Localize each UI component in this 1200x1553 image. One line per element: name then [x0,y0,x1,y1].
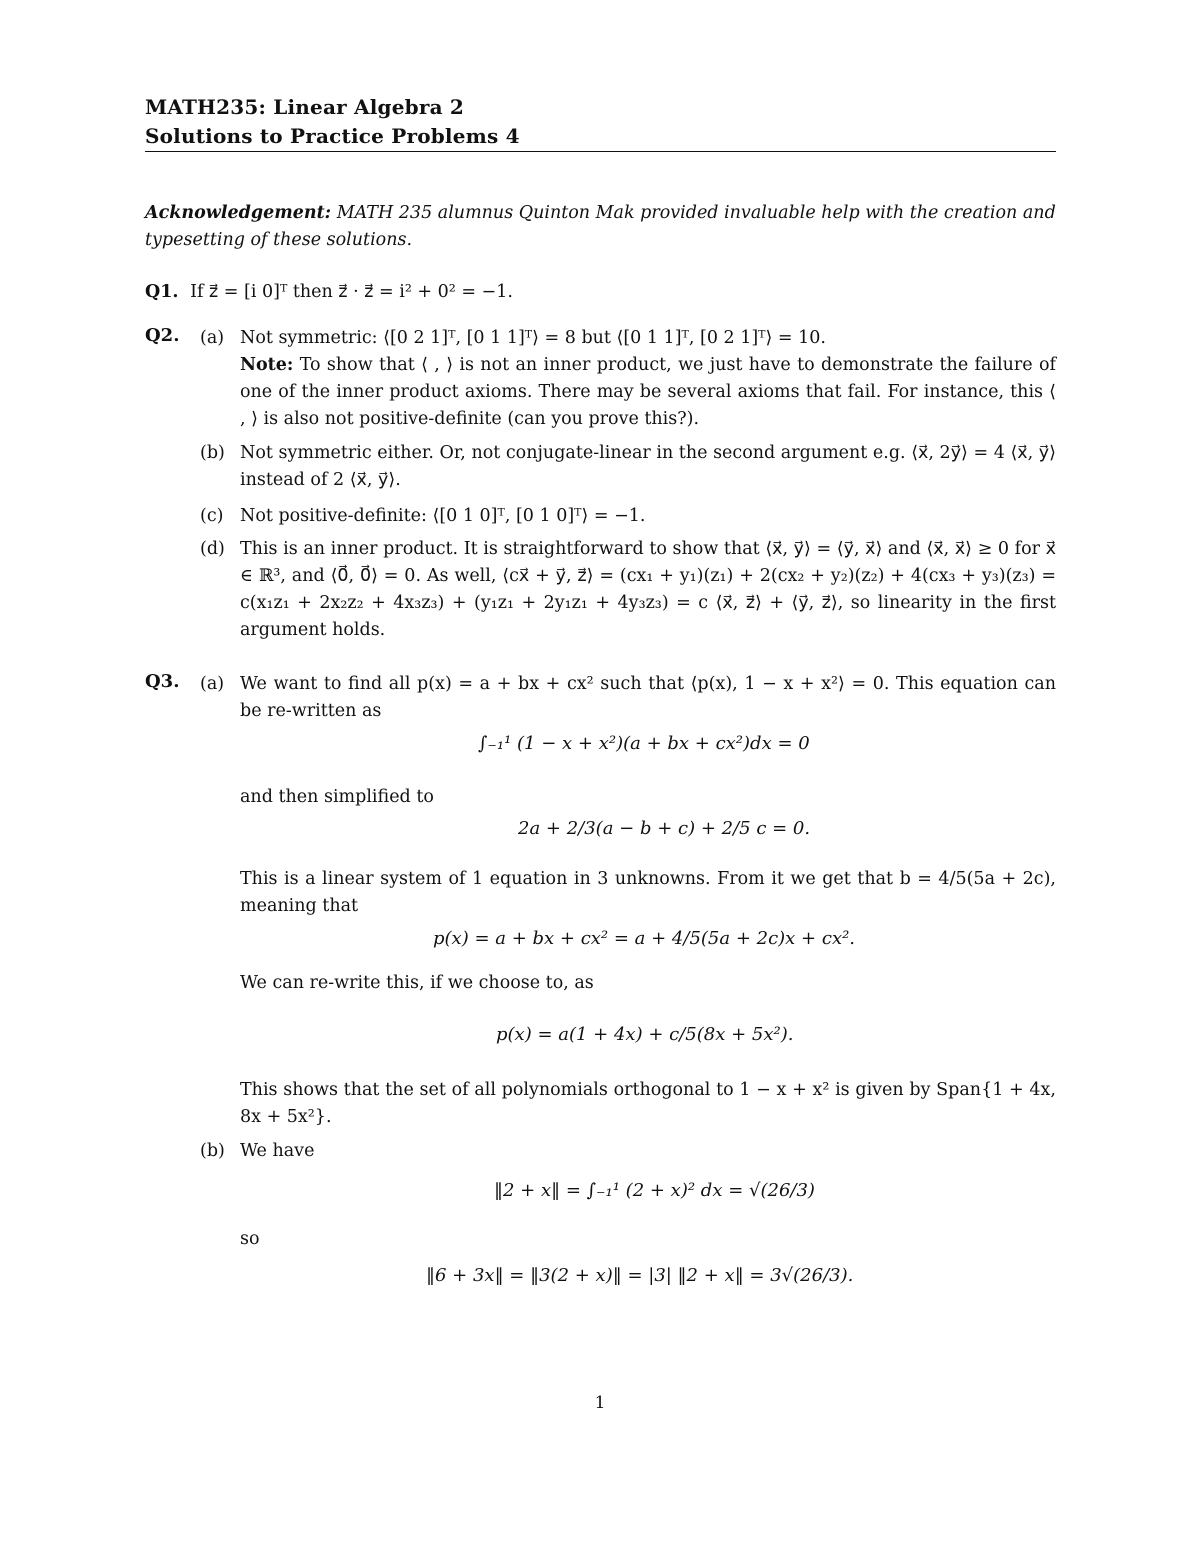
q2-note-text: To show that ⟨ , ⟩ is not an inner product, we just have to demonstrate the failure of one of the inner product axioms. There may be several axioms that fail. For instance, this ⟨ , ⟩ is also not positive-definite (can you prove this?). [240,355,1056,429]
q2-d-label: (d) [200,539,225,559]
header-rule [145,151,1056,152]
q3-b-text-1: We have [240,1141,315,1161]
q3-a-label: (a) [200,674,225,694]
q3-b-label: (b) [200,1141,225,1161]
acknowledgement-text: MATH 235 alumnus Quinton Mak provided invaluable help with the creation and typesetting of these solutions. [145,203,1056,250]
title-line-1: MATH235: Linear Algebra 2 [145,95,465,119]
q1-label: Q1. [145,282,179,302]
q3-a-text-2: and then simplified to [240,787,434,807]
q3-equation-3: p(x) = a + bx + cx² = a + 4/5(5a + 2c)x + cx². [433,928,856,949]
title-line-2: Solutions to Practice Problems 4 [145,124,520,148]
q3-b-text-2: so [240,1229,260,1249]
q2-c-label: (c) [200,506,224,526]
acknowledgement-label: Acknowledgement: [145,203,332,223]
q2-b-label: (b) [200,443,225,463]
q3-equation-4: p(x) = a(1 + 4x) + c/5(8x + 5x²). [496,1024,794,1045]
q3-a-text-4: We can re-write this, if we choose to, as [240,973,594,993]
q3-a-text-5: This shows that the set of all polynomials orthogonal to 1 − x + x² is given by Span{1 + 4x, 8x + 5x²}. [240,1080,1056,1127]
q2-a-text: Not symmetric: ⟨[0 2 1]ᵀ, [0 1 1]ᵀ⟩ = 8 but ⟨[0 1 1]ᵀ, [0 2 1]ᵀ⟩ = 10. [240,328,826,348]
page-number: 1 [594,1393,606,1413]
q3-equation-2: 2a + 2/3(a − b + c) + 2/5 c = 0. [518,818,811,839]
q2-note-label: Note: [240,355,294,375]
q1-text: If z⃗ = [i 0]ᵀ then z⃗ · z⃗ = i² + 0² = −1. [190,282,513,302]
q2-b-text: Not symmetric either. Or, not conjugate-linear in the second argument e.g. ⟨x⃗, 2y⃗⟩ = 4 ⟨x⃗, y⃗⟩ instead of 2 ⟨x⃗, y⃗⟩. [240,443,1056,490]
q2-label: Q2. [145,325,180,346]
q2-d-text: This is an inner product. It is straightforward to show that ⟨x⃗, y⃗⟩ = ⟨y⃗, x⃗⟩ and ⟨x⃗, x⃗⟩ ≥ 0 for x⃗ ∈ ℝ³, and ⟨0⃗, 0⃗⟩ = 0. As well, ⟨cx⃗ + y⃗, z⃗⟩ = (cx₁ + y₁)(z₁) + 2(cx₂ + y₂)(z₂) + 4(cx₃ + y₃)(z₃) = c(x₁z₁ + 2x₂z₂ + 4x₃z₃) + (y₁z₁ + 2y₁z₁ + 4y₃z₃) = c ⟨x⃗, z⃗⟩ + ⟨y⃗, z⃗⟩, so linearity in the first argument holds. [240,539,1056,640]
q3-a-text-1: We want to find all p(x) = a + bx + cx² such that ⟨p(x), 1 − x + x²⟩ = 0. This equation can be re-written as [240,674,1056,721]
q3-equation-1: ∫₋₁¹ (1 − x + x²)(a + bx + cx²)dx = 0 [478,733,810,754]
acknowledgement [145,200,1056,254]
q3-equation-5: ‖2 + x‖ = ∫₋₁¹ (2 + x)² dx = √(26/3) [494,1180,815,1201]
q3-label: Q3. [145,671,180,692]
q2-a-label: (a) [200,328,225,348]
q3-a-text-3: This is a linear system of 1 equation in 3 unknowns. From it we get that b = 4/5(5a + 2c), meaning that [240,869,1056,916]
q3-equation-6: ‖6 + 3x‖ = ‖3(2 + x)‖ = |3| ‖2 + x‖ = 3√(26/3). [426,1265,854,1286]
q2-note [240,352,1056,433]
q2-c-text: Not positive-definite: ⟨[0 1 0]ᵀ, [0 1 0]ᵀ⟩ = −1. [240,506,646,526]
q1 [145,279,513,306]
